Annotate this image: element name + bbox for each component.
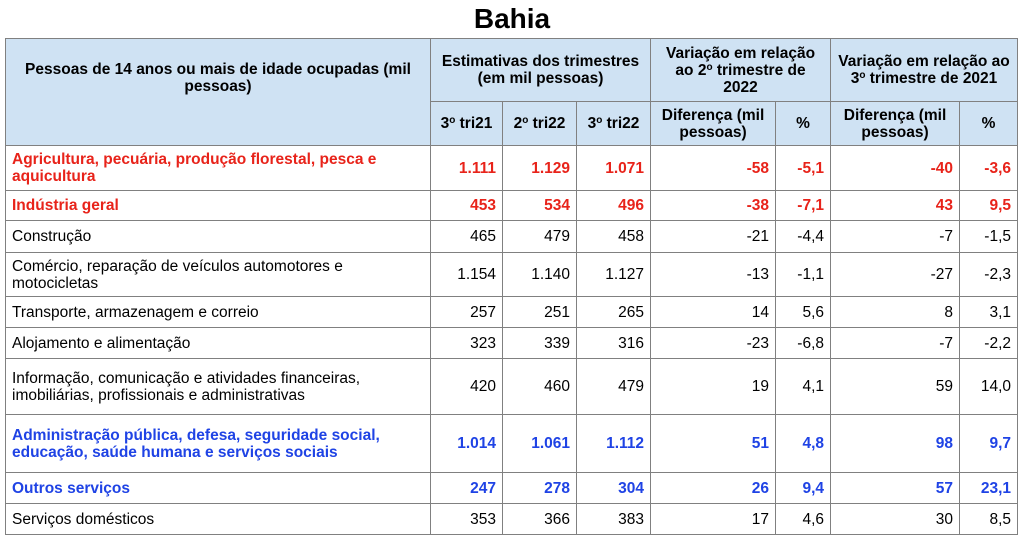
row-label: Agricultura, pecuária, produção florestal, pesca e aquicultura — [6, 146, 431, 191]
cell-diff-3q21: 43 — [831, 191, 960, 221]
cell-diff-2q22: 51 — [651, 415, 776, 473]
cell-diff-2q22: -58 — [651, 146, 776, 191]
cell-3tri22: 1.112 — [577, 415, 651, 473]
cell-pct-3q21: 23,1 — [960, 473, 1018, 504]
cell-2tri22: 278 — [503, 473, 577, 504]
header-col-3tri22: 3$^o$ tri22 — [577, 102, 651, 146]
cell-pct-3q21: -1,5 — [960, 221, 1018, 253]
cell-diff-2q22: -21 — [651, 221, 776, 253]
row-label: Serviços domésticos — [6, 504, 431, 535]
cell-diff-2q22: 17 — [651, 504, 776, 535]
cell-pct-3q21: -2,3 — [960, 253, 1018, 297]
cell-diff-3q21: -27 — [831, 253, 960, 297]
table-row — [6, 504, 1018, 535]
cell-pct-3q21: 9,7 — [960, 415, 1018, 473]
table-row — [6, 297, 1018, 328]
cell-diff-2q22: 26 — [651, 473, 776, 504]
cell-diff-3q21: -7 — [831, 328, 960, 359]
cell-2tri22: 251 — [503, 297, 577, 328]
cell-pct-2q22: 5,6 — [776, 297, 831, 328]
cell-3tri22: 265 — [577, 297, 651, 328]
cell-3tri21: 465 — [431, 221, 503, 253]
cell-2tri22: 1.061 — [503, 415, 577, 473]
cell-pct-2q22: -7,1 — [776, 191, 831, 221]
cell-pct-3q21: 9,5 — [960, 191, 1018, 221]
header-group-variation-2q22: Variação em relação ao 2$^o$ trimestre de 2022 — [651, 39, 831, 102]
table-row — [6, 191, 1018, 221]
cell-3tri22: 479 — [577, 359, 651, 415]
row-label: Administração pública, defesa, seguridade social, educação, saúde humana e serviços sociais — [6, 415, 431, 473]
cell-3tri21: 247 — [431, 473, 503, 504]
cell-3tri21: 257 — [431, 297, 503, 328]
row-label: Indústria geral — [6, 191, 431, 221]
occupation-table — [5, 38, 1018, 535]
cell-pct-2q22: -4,4 — [776, 221, 831, 253]
cell-3tri22: 383 — [577, 504, 651, 535]
table-row — [6, 221, 1018, 253]
cell-pct-3q21: -2,2 — [960, 328, 1018, 359]
cell-2tri22: 366 — [503, 504, 577, 535]
cell-pct-2q22: -1,1 — [776, 253, 831, 297]
header-group-variation-3q21: Variação em relação ao 3$^o$ trimestre de 2021 — [831, 39, 1018, 102]
cell-3tri21: 453 — [431, 191, 503, 221]
cell-3tri21: 1.154 — [431, 253, 503, 297]
row-label: Outros serviços — [6, 473, 431, 504]
cell-3tri21: 1.014 — [431, 415, 503, 473]
cell-2tri22: 534 — [503, 191, 577, 221]
cell-pct-3q21: -3,6 — [960, 146, 1018, 191]
cell-3tri22: 1.127 — [577, 253, 651, 297]
cell-diff-2q22: 14 — [651, 297, 776, 328]
cell-diff-2q22: -23 — [651, 328, 776, 359]
cell-pct-2q22: 4,6 — [776, 504, 831, 535]
cell-diff-3q21: 8 — [831, 297, 960, 328]
header-main: Pessoas de 14 anos ou mais de idade ocupadas (mil pessoas) — [6, 39, 431, 146]
row-label: Comércio, reparação de veículos automotores e motocicletas — [6, 253, 431, 297]
cell-diff-3q21: -40 — [831, 146, 960, 191]
cell-diff-3q21: 98 — [831, 415, 960, 473]
row-label: Transporte, armazenagem e correio — [6, 297, 431, 328]
cell-pct-2q22: -6,8 — [776, 328, 831, 359]
header-diff-1: Diferença (mil pessoas) — [651, 102, 776, 146]
cell-2tri22: 479 — [503, 221, 577, 253]
cell-3tri21: 420 — [431, 359, 503, 415]
cell-pct-2q22: 4,8 — [776, 415, 831, 473]
cell-diff-3q21: 57 — [831, 473, 960, 504]
cell-pct-2q22: 9,4 — [776, 473, 831, 504]
row-label: Construção — [6, 221, 431, 253]
header-pct-1: % — [776, 102, 831, 146]
cell-3tri22: 316 — [577, 328, 651, 359]
header-col-2tri22: 2$^o$ tri22 — [503, 102, 577, 146]
cell-3tri22: 1.071 — [577, 146, 651, 191]
cell-diff-3q21: -7 — [831, 221, 960, 253]
cell-2tri22: 460 — [503, 359, 577, 415]
header-col-3tri21: 3$^o$ tri21 — [431, 102, 503, 146]
table-row — [6, 473, 1018, 504]
header-diff-2: Diferença (mil pessoas) — [831, 102, 960, 146]
row-label: Informação, comunicação e atividades financeiras, imobiliárias, profissionais e administrativas — [6, 359, 431, 415]
cell-diff-2q22: -38 — [651, 191, 776, 221]
cell-3tri21: 323 — [431, 328, 503, 359]
cell-3tri22: 458 — [577, 221, 651, 253]
cell-pct-3q21: 3,1 — [960, 297, 1018, 328]
header-pct-2: % — [960, 102, 1018, 146]
cell-diff-2q22: 19 — [651, 359, 776, 415]
table-row — [6, 328, 1018, 359]
page-title: Bahia — [473, 3, 551, 34]
cell-diff-3q21: 59 — [831, 359, 960, 415]
cell-diff-2q22: -13 — [651, 253, 776, 297]
cell-pct-3q21: 8,5 — [960, 504, 1018, 535]
table-row — [6, 415, 1018, 473]
cell-2tri22: 1.129 — [503, 146, 577, 191]
cell-pct-2q22: -5,1 — [776, 146, 831, 191]
cell-pct-2q22: 4,1 — [776, 359, 831, 415]
cell-3tri22: 304 — [577, 473, 651, 504]
cell-pct-3q21: 14,0 — [960, 359, 1018, 415]
table-row — [6, 359, 1018, 415]
table-row — [6, 146, 1018, 191]
row-label: Alojamento e alimentação — [6, 328, 431, 359]
cell-2tri22: 1.140 — [503, 253, 577, 297]
cell-3tri21: 1.111 — [431, 146, 503, 191]
cell-diff-3q21: 30 — [831, 504, 960, 535]
cell-3tri22: 496 — [577, 191, 651, 221]
table-row — [6, 253, 1018, 297]
cell-2tri22: 339 — [503, 328, 577, 359]
cell-3tri21: 353 — [431, 504, 503, 535]
header-group-estimates: Estimativas dos trimestres (em mil pessoas) — [431, 39, 651, 102]
